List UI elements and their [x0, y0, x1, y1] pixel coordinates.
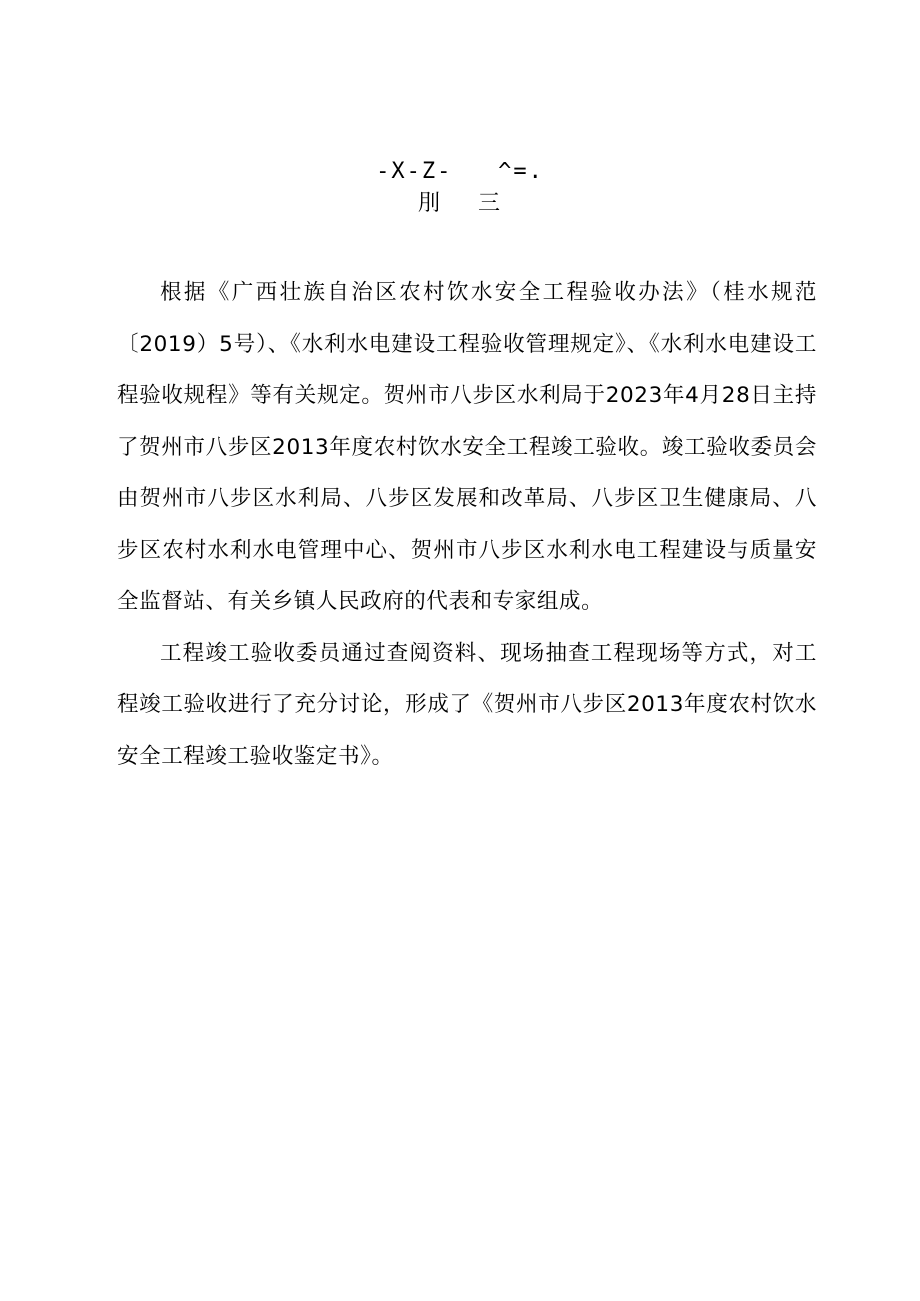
body-text: [117, 267, 817, 782]
page-header-line: -X-Z- ^=.: [376, 159, 544, 184]
page-title: 刖 三: [418, 191, 502, 216]
paragraph-2: 工程竣工验收委员通过查阅资料、现场抽查工程现场等方式，对工程竣工验收进行了充分讨论，形成了《贺州市八步区2013年度农村饮水安全工程竣工验收鉴定书》。: [117, 640, 817, 769]
paragraph-1: 根据《广西壮族自治区农村饮水安全工程验收办法》（桂水规范〔2019）5号）、《水利水电建设工程验收管理规定》、《水利水电建设工程验收规程》等有关规定。贺州市八步区水利局于2023年4月28日主持了贺州市八步区2013年度农村饮水安全工程竣工验收。竣工验收委员会由贺州市八步区水利局、八步区发展和改革局、八步区卫生健康局、八步区农村水利水电管理中心、贺州市八步区水利水电工程建设与质量安全监督站、有关乡镇人民政府的代表和专家组成。: [117, 280, 817, 614]
